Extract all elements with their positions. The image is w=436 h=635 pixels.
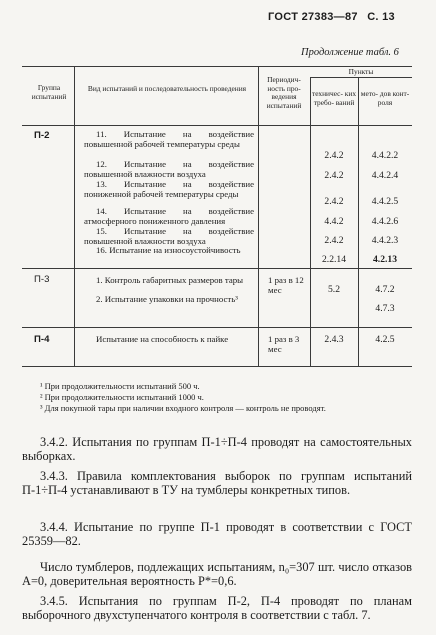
paragraph-3-4-4: 3.4.4. Испытание по группе П-1 проводят в соответствии с ГОСТ 25359—82. xyxy=(22,520,412,549)
method-ref: 4.4.2.6 xyxy=(371,216,399,227)
test-row: 15. Испытание на воздействие повышенной влажности воздуха xyxy=(84,226,254,246)
tech-ref: 2.4.3 xyxy=(324,334,344,345)
group-rule-p2 xyxy=(22,268,412,269)
col-header-period: Периодич- ность про- ведения испытаний xyxy=(266,75,302,110)
paragraph-sample-size: Число тумблеров, подлежащих испытаниям, n₀=307 шт. число отказов A=0, доверительная вероятность P*=0,6. xyxy=(22,560,412,589)
col-divider-2 xyxy=(258,66,259,366)
method-ref: 4.7.2 xyxy=(375,284,395,295)
method-ref: 4.4.2.4 xyxy=(371,170,399,181)
paragraph-3-4-2: 3.4.2. Испытания по группам П-1÷П-4 проводят на самостоятельных выборках. xyxy=(22,435,412,464)
footnote-1: ¹ При продолжительности испытаний 500 ч. xyxy=(40,381,200,391)
tech-ref: 2.2.14 xyxy=(322,254,346,265)
table-header-rule xyxy=(22,125,412,126)
test-row: 14. Испытание на воздействие атмосферного пониженного давления xyxy=(84,206,254,226)
period-p4: 1 раз в 3 мес xyxy=(268,334,300,354)
col-divider-1 xyxy=(74,66,75,366)
test-row: 12. Испытание на воздействие повышенной влажности воздуха xyxy=(84,159,254,179)
page-header xyxy=(268,11,395,23)
col-header-type: Вид испытаний и последовательность проведения xyxy=(87,84,247,93)
period-p3: 1 раз в 12 мес xyxy=(268,275,304,295)
tech-ref: 2.4.2 xyxy=(324,196,344,207)
col-header-group: Группа испытаний xyxy=(31,83,67,101)
method-ref: 4.2.5 xyxy=(375,334,395,345)
test-row: 16. Испытание на износоустойчивость xyxy=(96,245,241,255)
page-number: С. 13 xyxy=(367,11,395,23)
table-continuation-label: Продолжение табл. 6 xyxy=(301,47,399,58)
paragraph-3-4-5: 3.4.5. Испытания по группам П-2, П-4 проводят по планам выборочного двухступенчатого контроля в соответствии с табл. 7. xyxy=(22,594,412,623)
group-label-p4: П-4 xyxy=(34,334,50,345)
tech-ref: 4.4.2 xyxy=(324,216,344,227)
col-divider-4 xyxy=(358,77,359,366)
method-ref: 4.2.13 xyxy=(373,254,397,265)
col-header-tech: техничес- ких требо- ваний xyxy=(311,89,357,107)
footnote-2: ² При продолжительности испытаний 1000 ч. xyxy=(40,392,204,402)
test-row: 2. Испытание упаковки на прочность³ xyxy=(96,294,238,304)
test-row: Испытание на способность к пайке xyxy=(96,334,229,344)
col-divider-3 xyxy=(310,77,311,366)
test-row: 11. Испытание на воздействие повышенной рабочей температуры среды xyxy=(84,129,254,149)
group-rule-p3 xyxy=(22,327,412,328)
table-bottom-rule xyxy=(22,366,412,367)
test-row: 13. Испытание на воздействие пониженной рабочей температуры среды xyxy=(84,179,254,199)
col-header-methods: мето- дов конт- роля xyxy=(360,89,410,107)
tech-ref: 5.2 xyxy=(328,284,340,295)
group-label-p2: П-2 xyxy=(34,130,50,141)
method-ref: 4.4.2.2 xyxy=(371,150,399,161)
test-row: 1. Контроль габаритных размеров тары xyxy=(96,275,244,285)
group-label-p3: П-3 xyxy=(34,274,50,285)
col-header-points: Пункты xyxy=(348,67,374,76)
method-ref: 4.4.2.5 xyxy=(371,196,399,207)
tech-ref: 2.4.2 xyxy=(324,150,344,161)
tech-ref: 2.4.2 xyxy=(324,235,344,246)
paragraph-3-4-3: 3.4.3. Правила комплектования выборок по группам испытаний П-1÷П-4 устанавливают в ТУ на тумблеры конкретных типов. xyxy=(22,469,412,498)
standard-number: ГОСТ 27383—87 xyxy=(268,11,358,23)
footnote-3: ³ Для покупной тары при наличии входного контроля — контроль не проводят. xyxy=(40,403,326,413)
method-ref: 4.7.3 xyxy=(375,303,395,314)
points-subheader-rule xyxy=(310,77,412,78)
method-ref: 4.4.2.3 xyxy=(371,235,399,246)
tech-ref: 2.4.2 xyxy=(324,170,344,181)
